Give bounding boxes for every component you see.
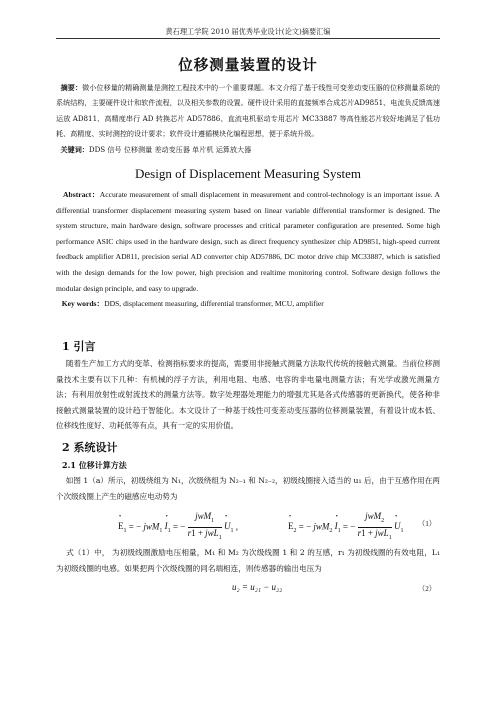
section-1-heading: 1 引言 — [62, 340, 96, 353]
keywords-en-text: DDS, displacement measuring, differential transformer, MCU, amplifier — [104, 299, 324, 308]
chinese-keywords — [56, 142, 440, 157]
chinese-abstract — [56, 80, 440, 142]
keywords-en-label: Key words： — [61, 299, 105, 308]
header-rule — [56, 38, 440, 39]
equation-1 — [56, 507, 440, 541]
abstract-en-text: Accurate measurement of small displacement in measurement and control-technology is an important issue. A differential transformer displacement measuring system based on linear variable differential transformer is designed. The system structure, main hardware design, software processes and critical parameter configuration are presented. Some high performance ASIC chips used in the hardware design, such as direct frequency synthesizer chip AD9851, high-speed current feedback amplifier AD811, precision serial AD converter chip AD57886, DC motor drive chip MC33887, which is satisfied with the design demands for the low power, high precision and realtime monitoring control. Software design follows the modular design principle, and easy to upgrade. — [56, 190, 440, 293]
chinese-title: 位移测量装置的设计 — [178, 57, 318, 74]
equation-2-body: u₂ = u₂₁ − u₂₂ — [232, 582, 283, 592]
section-2-1-para2-text: 式（1）中， 为初级线圈激励电压相量，M₁ 和 M₂ 为次级线圈 1 和 2 的互感，r₁ 为初级线圈的有效电阻，L₁ 为初级线圈的电感。如果把两个次级线圈的同名端相连，则传感器的输出电压为 — [56, 548, 440, 573]
section-1-body — [56, 356, 440, 434]
abstract-en-label: Abstract： — [63, 190, 100, 199]
keywords-cn-text: DDS 信号 位移测量 差动变压器 单片机 运算放大器 — [88, 145, 252, 154]
section-2-heading: 2 系统设计 — [62, 441, 118, 454]
running-header: 黄石理工学院 2010 届优秀毕业设计(论文)摘要汇编 — [165, 27, 331, 36]
equation-2 — [56, 578, 440, 612]
equation-1-number: （1） — [418, 520, 436, 528]
subsection-2-1-heading: 2.1 位移计算方法 — [62, 460, 127, 470]
english-keywords — [56, 296, 440, 312]
abstract-cn-label: 摘要： — [60, 83, 83, 92]
section-2-1-para2 — [56, 545, 440, 576]
abstract-cn-text: 微小位移量的精确测量是测控工程技术中的一个重要课题。本文介绍了基于线性可变差动变压器的位移测量系统的系统结构，主要硬件设计和软件流程，以及相关参数的设置。硬件设计采用的直接频率合成芯片AD9851、电流负反馈高速运放 AD811、高精度串行 AD 转换芯片 AD57886、直流电机驱动专用芯片 MC33887 等高性能芯片较好地满足了低功耗、高精度、实时测控的设计要求；软件设计遵循模块化编程思想，便于系统升级。 — [56, 83, 440, 139]
equation-1-right: • $E_2$ = − jwM$_2$ • $I_1$ = − $\frac{jwM_2}{r1 + jwL_1}$ • $U_1$ — [288, 511, 403, 544]
equation-1-left: • $E_1$ = − jwM$_1$ • $I_1$ = − $\frac{jwM_1}{r1 + jwL_1}$ • $U_1$ , — [118, 511, 238, 544]
english-title: Design of Displacement Measuring System — [134, 166, 361, 181]
section-2-1-para1-text: 如图 1（a）所示，初级绕组为 N₁，次级绕组为 N₂₋₁ 和 N₂₋₂，初级线圈接入适当的 u₁ 后，由于互感作用在两个次级线圈上产生的磁感应电动势为 — [56, 476, 440, 501]
keywords-cn-label: 关键词： — [60, 145, 89, 154]
section-2-1-para1 — [56, 473, 440, 504]
section-1-text: 随着生产加工方式的变革、检测指标要求的提高，需要用非接触式测量方法取代传统的接触式测量。当前位移测量技术主要有以下几种：有机械的浮子方法，利用电阻、电感、电容的非电量电测量方法；有光学或激光测量方法；有利用放射性或射流技术的测量方法等。数字处理器处理能力的增强尤其是各式传感器的更新换代，使各种非接触式测量装置的设计趋于智能化。本文设计了一种基于线性可变差动变压器的位移测量装置，有着设计成本低、位移线性度好、功耗低等有点，具有一定的实用价值。 — [56, 359, 441, 431]
equation-2-number: （2） — [418, 585, 436, 593]
english-abstract — [56, 187, 440, 296]
